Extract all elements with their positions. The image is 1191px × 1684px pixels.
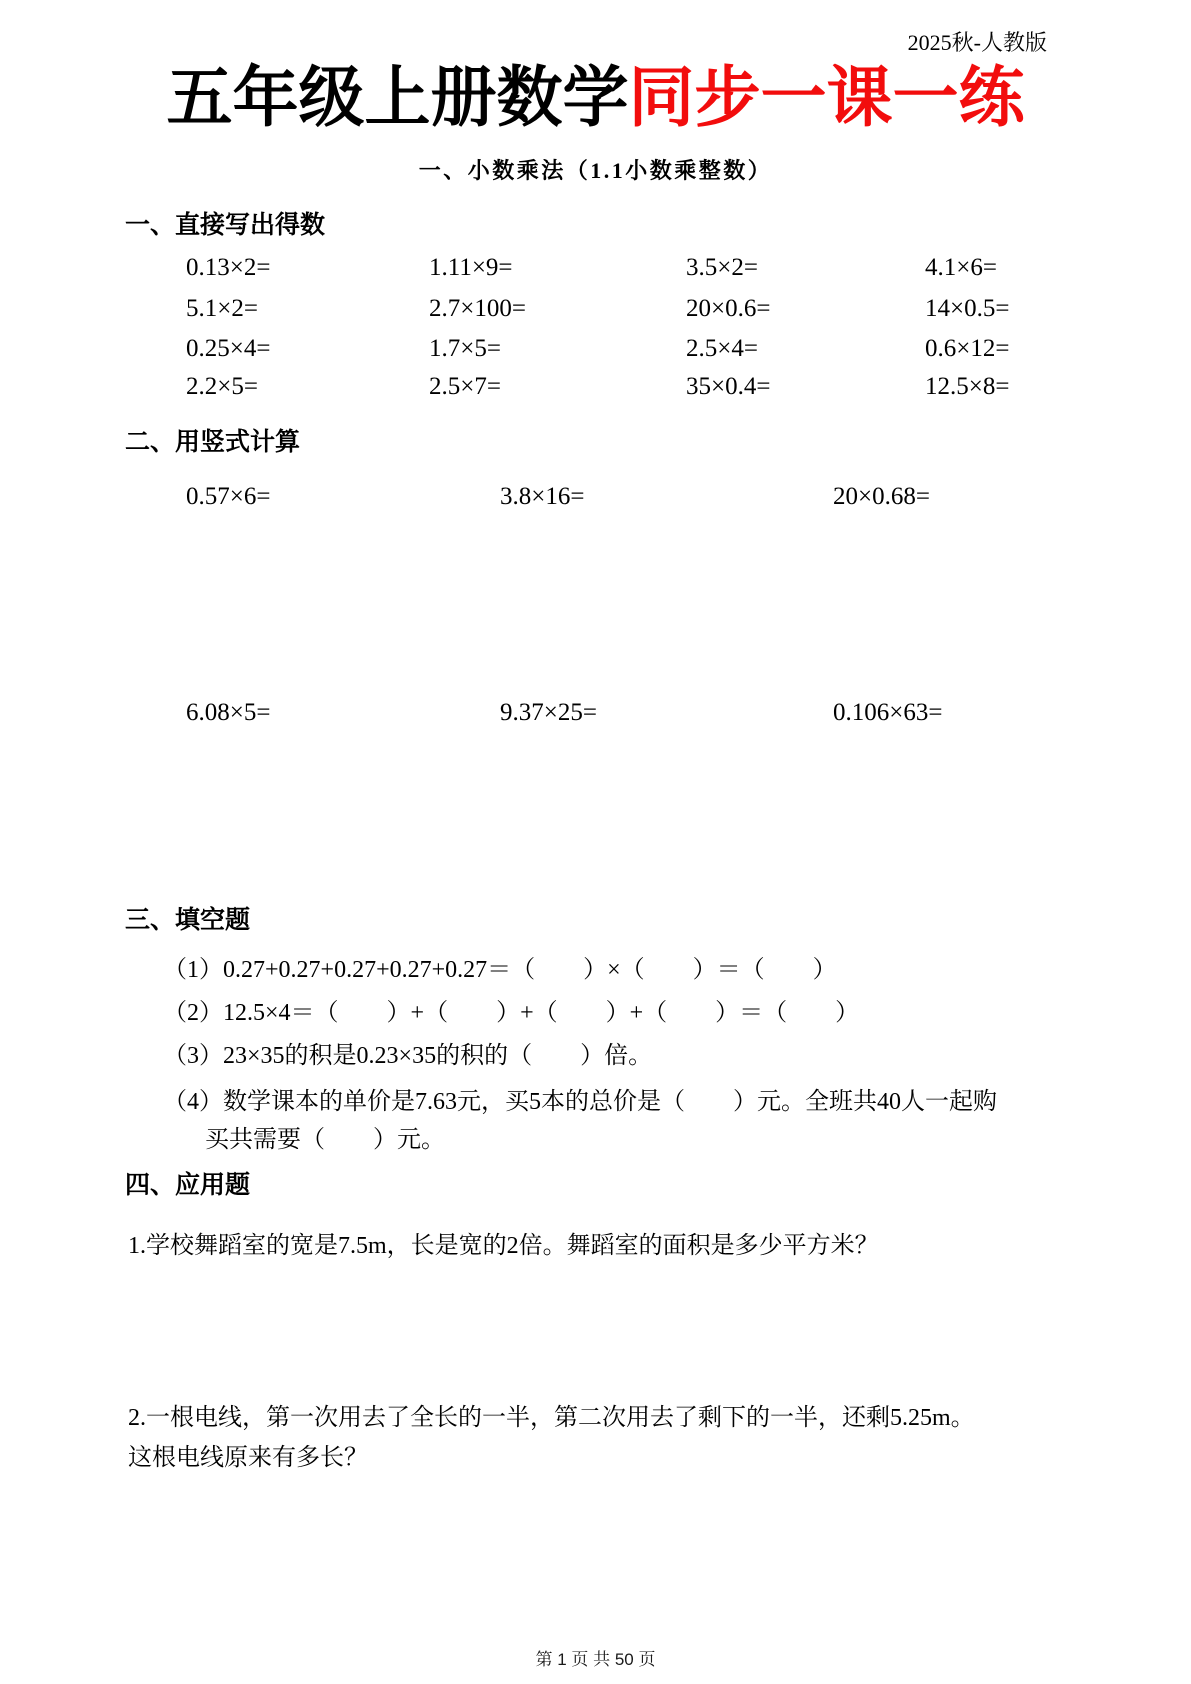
- word-problem-continuation: 这根电线原来有多长？: [128, 1445, 368, 1471]
- fill-blank-item: （4）数学课本的单价是7.63元，买5本的总价是（ ）元。全班共40人一起购: [163, 1089, 997, 1115]
- oral-problem: 1.11×9=: [429, 254, 513, 281]
- vertical-calc-problem: 0.57×6=: [186, 483, 271, 510]
- section4-heading: 四、应用题: [125, 1171, 251, 1199]
- section3-heading: 三、填空题: [125, 906, 251, 934]
- section2-heading: 二、用竖式计算: [125, 428, 301, 456]
- fill-blank-item: （3）23×35的积是0.23×35的积的（ ）倍。: [163, 1043, 653, 1069]
- oral-problem: 1.7×5=: [429, 335, 501, 362]
- oral-problem: 12.5×8=: [925, 373, 1010, 400]
- vertical-calc-problem: 9.37×25=: [500, 699, 597, 726]
- oral-problem: 35×0.4=: [686, 373, 771, 400]
- page-number: 第 1 页 共 50 页: [535, 1650, 656, 1669]
- word-problem: 2.一根电线，第一次用去了全长的一半，第二次用去了剩下的一半，还剩5.25m。: [128, 1405, 975, 1431]
- oral-problem: 4.1×6=: [925, 254, 997, 281]
- page-title: [0, 58, 1191, 137]
- vertical-calc-problem: 0.106×63=: [833, 699, 943, 726]
- oral-problem: 20×0.6=: [686, 295, 771, 322]
- vertical-calc-problem: 3.8×16=: [500, 483, 585, 510]
- oral-problem: 0.13×2=: [186, 254, 271, 281]
- oral-problem: 3.5×2=: [686, 254, 758, 281]
- edition-label: 2025秋-人教版: [907, 30, 1047, 55]
- oral-problem: 2.5×7=: [429, 373, 501, 400]
- word-problem: 1.学校舞蹈室的宽是7.5m，长是宽的2倍。舞蹈室的面积是多少平方米？: [128, 1233, 879, 1259]
- page-title-red: 同步一课一练: [628, 60, 1025, 134]
- fill-blank-item-continuation: 买共需要（ ）元。: [205, 1127, 445, 1153]
- oral-problem: 0.25×4=: [186, 335, 271, 362]
- lesson-subtitle: 一、小数乘法（1.1小数乘整数）: [418, 158, 773, 183]
- oral-problem: 0.6×12=: [925, 335, 1010, 362]
- oral-problem: 2.7×100=: [429, 295, 526, 322]
- oral-problem: 5.1×2=: [186, 295, 258, 322]
- oral-problem: 2.5×4=: [686, 335, 758, 362]
- oral-problem: 2.2×5=: [186, 373, 258, 400]
- fill-blank-item: （1）0.27+0.27+0.27+0.27+0.27＝（ ）×（ ）＝（ ）: [163, 957, 837, 983]
- fill-blank-item: （2）12.5×4＝（ ）+（ ）+（ ）+（ ）＝（ ）: [163, 1000, 860, 1026]
- oral-problem: 14×0.5=: [925, 295, 1010, 322]
- section1-heading: 一、直接写出得数: [125, 211, 326, 239]
- vertical-calc-problem: 6.08×5=: [186, 699, 271, 726]
- vertical-calc-problem: 20×0.68=: [833, 483, 930, 510]
- page-title-black: 五年级上册数学: [166, 60, 629, 134]
